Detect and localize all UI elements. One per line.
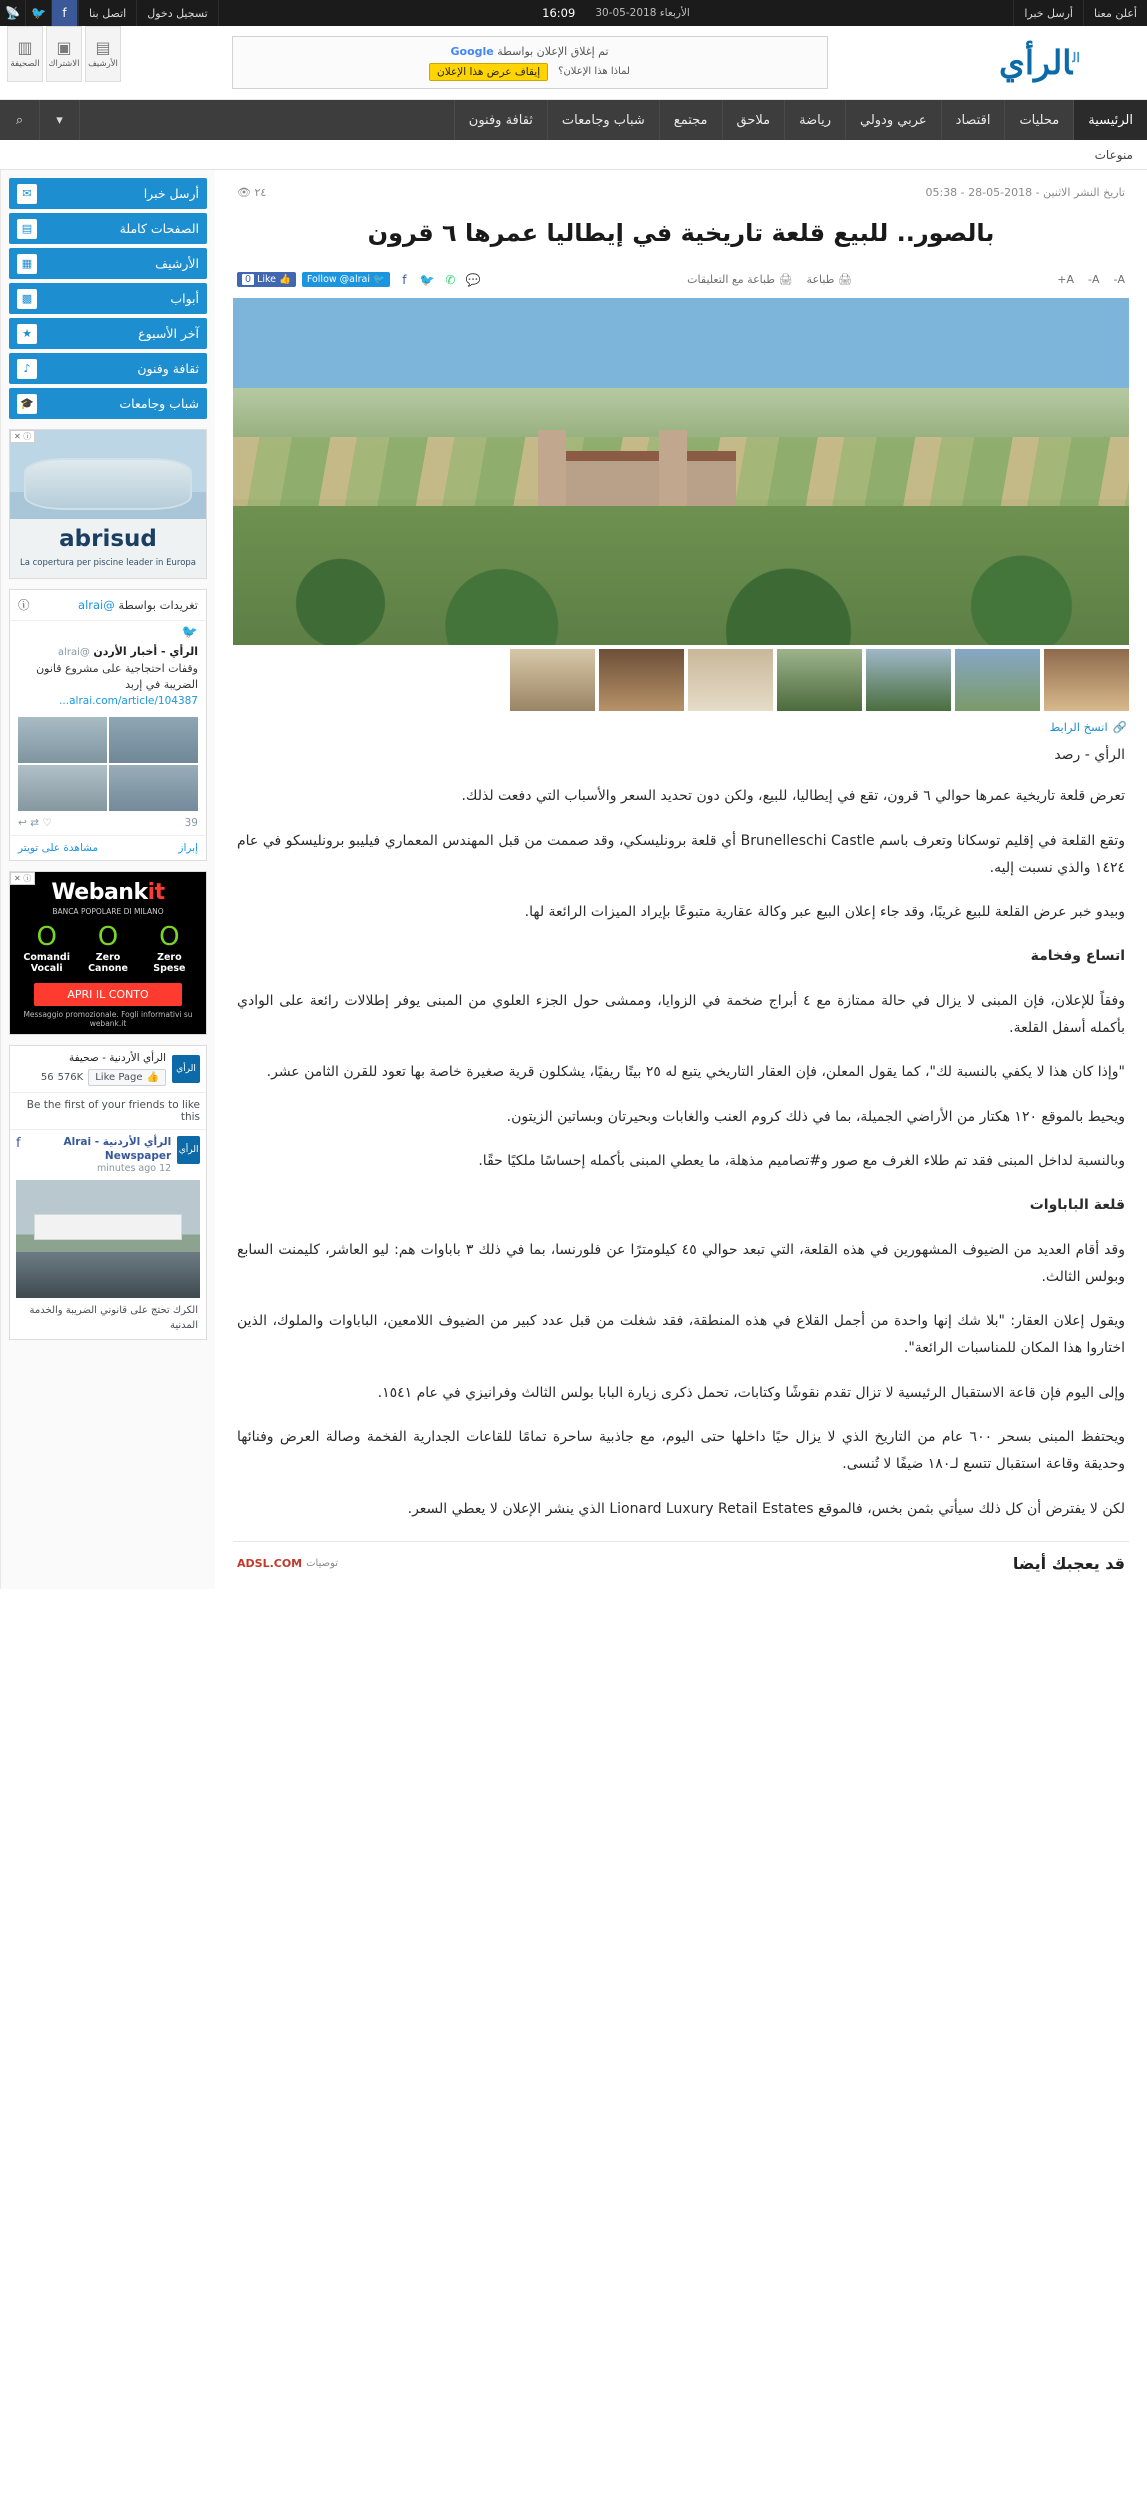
twitter-widget-title: تغريدات bbox=[159, 598, 198, 612]
page-title: بالصور.. للبيع قلعة تاريخية في إيطاليا عمرها ٦ قرون bbox=[367, 219, 995, 247]
webank-subtitle: BANCA POPOLARE DI MILANO bbox=[52, 907, 164, 917]
facebook-like-button[interactable] bbox=[237, 272, 296, 287]
protest-banner-graphic bbox=[34, 1214, 182, 1240]
rss-icon[interactable]: 📡 bbox=[0, 0, 26, 26]
twitter-follow-button[interactable] bbox=[302, 272, 390, 287]
facebook-friends-hint: Be the first of your friends to like this bbox=[10, 1093, 206, 1130]
twitter-widget-header bbox=[10, 590, 206, 621]
article-paragraph: وتقع القلعة في إقليم توسكانا وتعرف باسم Brunelleschi Castle أي قلعة برونليسكي، وقد صممت من قبل المهندس المعماري فيليبو برونليسكو في عام ١٤٢٤ والذي نسبت إليه. bbox=[237, 832, 1125, 876]
page-body bbox=[0, 170, 1147, 1589]
grid-icon: ▩ bbox=[17, 289, 37, 309]
facebook-post-header bbox=[16, 1136, 200, 1174]
also-like-brand[interactable] bbox=[237, 1557, 338, 1570]
archive-icon: ▦ bbox=[17, 254, 37, 274]
gallery-thumb[interactable] bbox=[510, 649, 595, 711]
facebook-page-name[interactable]: الرأي الأردنية - صحيفة bbox=[68, 1052, 166, 1065]
webank-feature bbox=[18, 924, 75, 974]
nav-item-home[interactable]: الرئيسية bbox=[1073, 100, 1147, 140]
nav-item-sports[interactable]: رياضة bbox=[784, 100, 845, 140]
archive-box-label: الأرشيف bbox=[88, 58, 118, 69]
webank-feature-big: O bbox=[97, 922, 119, 953]
stop-ad-button[interactable]: إيقاف عرض هذا الإعلان bbox=[429, 63, 548, 81]
sidebar-item-culture-arts[interactable] bbox=[9, 353, 207, 384]
webank-disclaimer: Messaggio promozionale. Fogli informativi su webank.it bbox=[23, 1010, 193, 1029]
topbar-date: الأربعاء 2018-05-30 bbox=[595, 7, 690, 19]
article-meta bbox=[233, 184, 1129, 205]
article-paragraph: لكن لا يفترض أن كل ذلك سيأتي بثمن بخس، فالموقع Lionard Luxury Retail Estates الذي ينشر الإعلان لا يعطي السعر. bbox=[407, 1500, 1125, 1517]
article-byline: الرأي - رصد bbox=[1054, 747, 1125, 763]
article-column bbox=[215, 170, 1147, 1589]
article-tools-right bbox=[1057, 273, 1125, 286]
copy-link-button[interactable] bbox=[233, 711, 1129, 740]
whatsapp-icon[interactable]: ✆ bbox=[445, 272, 456, 287]
gallery-thumb[interactable] bbox=[955, 649, 1040, 711]
masthead-icon-group bbox=[4, 26, 127, 99]
twitter-view-link[interactable]: مشاهدة على تويتر bbox=[18, 842, 99, 855]
nav-tools bbox=[0, 100, 80, 140]
sidebar-item-full-pages[interactable] bbox=[9, 213, 207, 244]
comment-icon[interactable]: 💬 bbox=[465, 272, 481, 287]
image-gallery-thumbnails bbox=[233, 649, 1129, 711]
info-icon[interactable]: ⓘ bbox=[18, 598, 30, 612]
webank-logo bbox=[16, 880, 200, 905]
webank-feature-line1: Comandi bbox=[23, 952, 70, 964]
tweet-link[interactable]: alrai.com/article/104387... bbox=[59, 694, 198, 707]
facebook-like-page-label: Like Page bbox=[95, 1071, 143, 1083]
article-paragraph: ويحتفظ المبنى بسحر ٦٠٠ عام من التاريخ الذي لا يزال حيًا داخلها حتى اليوم، مع جاذبية ساحرة تمامًا للقاعات الجدارية الفخمة وصالة العرض وفنائها وحديقة وقاعة استقبال تتسع لـ١٨٠ ضيفًا لا تُنسى. bbox=[237, 1429, 1125, 1473]
font-decrease-button[interactable]: A- bbox=[1087, 273, 1100, 286]
sidebar-item-label: شباب وجامعات bbox=[119, 396, 199, 411]
tweet-account-name: الرأي - أخبار الأردن bbox=[93, 645, 198, 658]
thumbs-up-icon: 👍 bbox=[146, 1071, 159, 1083]
webank-feature-big: O bbox=[159, 922, 180, 953]
article-paragraph: ويقول إعلان العقار: "بلا شك إنها واحدة من أجمل القلاع في هذه المنطقة، فقد شغلت من قبل عدد كبير من الضيوف اللامعين، الباباوات والملوك، الذين اختاروا هذا المكان للمناسبات الرائعة". bbox=[237, 1313, 1125, 1357]
twitter-bird-icon: 🐦 bbox=[181, 625, 198, 640]
tweet-like-count[interactable]: 39 bbox=[184, 817, 198, 830]
facebook-page-widget bbox=[9, 1045, 207, 1340]
link-icon: 🔗 bbox=[1112, 720, 1127, 734]
subscribe-box-label: الاشتراك bbox=[48, 58, 80, 69]
facebook-share-icon[interactable]: f bbox=[402, 272, 407, 287]
envelope-icon: ✉ bbox=[17, 184, 37, 204]
pool-graphic bbox=[24, 458, 192, 510]
article-body bbox=[233, 740, 1129, 1523]
why-this-ad-link[interactable]: لماذا هذا الإعلان؟ bbox=[558, 66, 630, 77]
article-toolbar bbox=[233, 267, 1129, 298]
webank-logo-accent: it bbox=[147, 880, 165, 906]
ad-controls bbox=[429, 63, 630, 81]
logo-text: الرأي bbox=[999, 43, 1073, 82]
facebook-followers-count: 56 bbox=[40, 1071, 54, 1083]
thumbs-up-icon: 👍 bbox=[279, 274, 291, 285]
facebook-likes-count: 576K bbox=[57, 1071, 84, 1083]
article-publish-date bbox=[925, 186, 1125, 199]
nav-item-society[interactable]: مجتمع bbox=[659, 100, 722, 140]
also-like-brand-label: توصيات bbox=[306, 1557, 339, 1569]
also-like-section bbox=[233, 1541, 1129, 1589]
article-hero-image[interactable] bbox=[233, 298, 1129, 645]
twitter-icon[interactable]: 🐦 bbox=[26, 0, 52, 26]
webank-logo-text: Webank bbox=[51, 880, 148, 906]
ad-closed-prefix: تم إغلاق الإعلان بواسطة bbox=[497, 44, 609, 58]
tweet-item[interactable] bbox=[10, 640, 206, 717]
tweet-image[interactable] bbox=[109, 765, 198, 811]
facebook-post-author[interactable]: الرأي الأردنية - Alrai Newspaper bbox=[63, 1135, 172, 1162]
facebook-post bbox=[10, 1130, 206, 1339]
webank-feature bbox=[141, 924, 198, 974]
sidebar-item-label: أرسل خبرا bbox=[143, 186, 199, 201]
article-paragraph: وإلى اليوم فإن قاعة الاستقبال الرئيسية لا تزال تقدم نقوشًا وكتابات، تحمل ذكرى زيارة البابا بولس الثالث وفرانيزي في عام ١٥٤١. bbox=[377, 1384, 1125, 1401]
newspaper-icon: ▥ bbox=[17, 37, 33, 57]
nav-item-supplements[interactable]: ملاحق bbox=[722, 100, 785, 140]
tweet-text: وقفات احتجاجية على مشروع قانون الضريبة في إربد bbox=[36, 661, 198, 691]
abrisud-brand: abrisud bbox=[59, 526, 157, 552]
sidebar bbox=[0, 170, 215, 1589]
sidebar-item-weekend[interactable] bbox=[9, 318, 207, 349]
print-with-comments-button[interactable] bbox=[687, 273, 792, 286]
article-views bbox=[237, 186, 266, 199]
breadcrumb-section[interactable]: منوعات bbox=[1094, 147, 1133, 162]
article-subheading: قلعة الباباوات bbox=[1029, 1197, 1125, 1214]
sidebar-item-sections[interactable] bbox=[9, 283, 207, 314]
share-group bbox=[237, 271, 482, 288]
twitter-widget-handle[interactable]: @alrai bbox=[78, 598, 115, 612]
logo-prefix: ال bbox=[1072, 51, 1080, 66]
twitter-share-icon[interactable]: 🐦 bbox=[419, 272, 435, 287]
article-paragraph: وبالنسبة لداخل المبنى فقد تم طلاء الغرف مع صور و#تصاميم مذهلة، ما يعطي المبنى بأكمله إحساسًا ملكيًا حقًا. bbox=[478, 1152, 1125, 1169]
webank-feature bbox=[80, 924, 137, 974]
webank-features bbox=[16, 924, 200, 974]
gallery-thumb[interactable] bbox=[777, 649, 862, 711]
font-decrease-2-button[interactable]: A- bbox=[1113, 273, 1125, 286]
webank-feature-line2: Spese bbox=[153, 963, 186, 975]
gallery-thumb[interactable] bbox=[1044, 649, 1129, 711]
sidebar-item-label: الأرشيف bbox=[155, 256, 199, 271]
article-print-group bbox=[687, 273, 852, 286]
site-logo[interactable] bbox=[932, 26, 1147, 99]
abrisud-tagline: La copertura per piscine leader in Europa bbox=[19, 558, 197, 568]
crowd-graphic bbox=[16, 1252, 200, 1298]
facebook-like-count: 0 bbox=[242, 274, 254, 285]
article-paragraph: وقد أقام العديد من الضيوف المشهورين في هذه القلعة، التي تبعد حوالي ٤٥ كيلومترًا عن فلورنسا، بما في ذلك ٣ باباوات هم: ليو العاشر، كليمنت السابع وبولس الثالث. bbox=[237, 1241, 1125, 1285]
tweet-image[interactable] bbox=[18, 765, 107, 811]
facebook-post-caption: الكرك تحتج على قانوني الضريبة والخدمة المدنية bbox=[29, 1305, 198, 1332]
subscribe-box[interactable] bbox=[46, 26, 82, 82]
ad-closed-text bbox=[451, 45, 609, 58]
topbar-link-send-news[interactable]: أرسل خبرا bbox=[1013, 0, 1083, 26]
avatar: الرأي bbox=[177, 1136, 200, 1164]
facebook-like-label: Like bbox=[257, 274, 277, 285]
archive-box[interactable] bbox=[85, 26, 121, 82]
sidebar-item-label: ثقافة وفنون bbox=[137, 361, 199, 376]
article-paragraph: وبيدو خبر عرض القلعة للبيع غريبًا، وقد جاء إعلان البيع عبر وكالة عقارية متبوعًا بإيراد الميزات الرائعة لها. bbox=[524, 904, 1125, 921]
newspaper-box-label: الصحيفة bbox=[10, 58, 40, 69]
webank-cta-button[interactable]: APRI IL CONTO bbox=[34, 983, 181, 1006]
google-ad-banner bbox=[232, 36, 828, 89]
publish-label: تاريخ النشر bbox=[1074, 186, 1125, 199]
topbar-link-advertise[interactable]: أعلن معنا bbox=[1083, 0, 1147, 26]
tweet-image[interactable] bbox=[109, 717, 198, 763]
facebook-icon[interactable]: f bbox=[16, 1135, 21, 1151]
subscribe-icon: ▣ bbox=[56, 37, 72, 57]
nav-item-youth-universities[interactable]: شباب وجامعات bbox=[547, 100, 659, 140]
twitter-follow-label: Follow @alrai bbox=[306, 274, 371, 285]
topbar-time: 16:09 bbox=[542, 6, 576, 20]
tweet-actions bbox=[10, 811, 206, 835]
facebook-icon[interactable]: f bbox=[52, 0, 78, 26]
nav-item-economy[interactable]: اقتصاد bbox=[941, 100, 1005, 140]
printer-comments-icon: 🖨 bbox=[778, 273, 793, 286]
top-utility-bar bbox=[0, 0, 1147, 26]
music-note-icon: ♪ bbox=[17, 359, 37, 379]
webank-feature-line1: Zero bbox=[157, 952, 182, 964]
ad-info-close-icon[interactable]: ⓘ ✕ bbox=[10, 430, 35, 443]
archive-icon: ▤ bbox=[95, 37, 111, 57]
topbar-social-group bbox=[0, 0, 78, 26]
star-icon: ★ bbox=[17, 324, 37, 344]
topbar-link-contact[interactable]: اتصل بنا bbox=[78, 0, 136, 26]
twitter-embed-link[interactable]: إبراز bbox=[178, 842, 198, 855]
also-like-title: قد يعجبك أيضا bbox=[1012, 1553, 1125, 1573]
webank-feature-line1: Zero bbox=[95, 952, 121, 964]
printer-icon: 🖨 bbox=[837, 273, 852, 286]
sidebar-ad-webank[interactable] bbox=[9, 871, 207, 1035]
masthead bbox=[0, 26, 1147, 100]
tweet-images bbox=[10, 717, 206, 811]
newspaper-box[interactable] bbox=[7, 26, 43, 82]
sidebar-item-archive[interactable] bbox=[9, 248, 207, 279]
topbar-right-group bbox=[1013, 0, 1147, 26]
breadcrumb bbox=[0, 140, 1147, 170]
sidebar-item-label: أبواب bbox=[170, 291, 199, 306]
gallery-thumb[interactable] bbox=[866, 649, 951, 711]
views-count: ٢٤ bbox=[254, 186, 267, 199]
facebook-like-page-button[interactable] bbox=[88, 1069, 166, 1086]
nav-item-local[interactable]: محليات bbox=[1004, 100, 1073, 140]
font-increase-button[interactable]: A+ bbox=[1057, 273, 1074, 286]
twitter-follow-bird-icon: 🐦 bbox=[373, 274, 385, 285]
chevron-down-icon[interactable]: ▾ bbox=[40, 100, 80, 140]
print-label: طباعة bbox=[806, 273, 835, 286]
publish-value: الاثنين - 2018-05-28 - 05:38 bbox=[925, 186, 1071, 199]
tweet-image[interactable] bbox=[18, 717, 107, 763]
article-paragraph: ويحيط بالموقع ١٢٠ هكتار من الأراضي الجميلة، بما في ذلك كروم العنب والغابات وبحيرتان وبساتين الزيتون. bbox=[506, 1108, 1125, 1125]
google-brand: Google bbox=[450, 44, 494, 58]
gallery-thumb[interactable] bbox=[599, 649, 684, 711]
topbar-link-login[interactable]: تسجيل دخول bbox=[136, 0, 219, 26]
hero-trees bbox=[233, 506, 1129, 645]
eye-icon: 👁 bbox=[237, 186, 251, 199]
twitter-widget bbox=[9, 589, 207, 861]
main-navigation bbox=[0, 100, 1147, 140]
masthead-ad-slot bbox=[127, 36, 932, 89]
ad-info-close-icon[interactable]: ⓘ ✕ bbox=[10, 872, 35, 885]
webank-feature-line2: Canone bbox=[88, 963, 128, 975]
tweet-action-icons[interactable]: ♡ ⇄ ↩ bbox=[18, 817, 52, 830]
pages-icon: ▤ bbox=[17, 219, 37, 239]
avatar: الرأي bbox=[172, 1055, 200, 1083]
tweet-account-handle: @alrai bbox=[57, 647, 90, 658]
graduation-cap-icon: 🎓 bbox=[17, 394, 37, 414]
sidebar-item-label: الصفحات كاملة bbox=[119, 221, 199, 236]
twitter-widget-title-group bbox=[78, 598, 198, 612]
print-button[interactable] bbox=[807, 273, 852, 286]
nav-item-arab-international[interactable]: عربي ودولي bbox=[845, 100, 941, 140]
webank-feature-line2: Vocali bbox=[30, 963, 63, 975]
article-paragraph: "وإذا كان هذا لا يكفي بالنسبة لك"، كما يقول المعلن، فإن العقار التاريخي يتبع له ٢٥ بيتًا ريفيًا، يشكلون قرية صغيرة خاصة بها تعود للقرن الثامن عشر. bbox=[266, 1064, 1125, 1081]
nav-item-culture-arts[interactable]: ثقافة وفنون bbox=[454, 100, 547, 140]
sidebar-item-label: آخر الأسبوع bbox=[138, 326, 199, 341]
facebook-widget-header bbox=[10, 1046, 206, 1093]
article-paragraph: وفقاً للإعلان، فإن المبنى لا يزال في حالة ممتازة مع ٤ أبراج ضخمة في الزوايا، وممشى حول الجزء العلوي من المبنى يوفر إطلالات رائعة على الوادي بأكمله أسفل القلعة. bbox=[237, 992, 1125, 1037]
webank-ad-art bbox=[10, 872, 206, 1034]
sidebar-ad-abrisud[interactable] bbox=[9, 429, 207, 579]
twitter-widget-by: بواسطة bbox=[118, 598, 156, 612]
print-with-comments-label: طباعة مع التعليقات bbox=[687, 273, 776, 286]
twitter-widget-footer bbox=[10, 835, 206, 860]
sidebar-item-send-news[interactable] bbox=[9, 178, 207, 209]
also-like-brand-name: ADSL.COM bbox=[237, 1556, 303, 1570]
copy-link-label: انسخ الرابط bbox=[1049, 720, 1108, 734]
facebook-post-photo[interactable] bbox=[16, 1180, 200, 1298]
facebook-like-counts bbox=[41, 1072, 83, 1083]
webank-feature-big: O bbox=[36, 922, 57, 953]
abrisud-ad-art bbox=[10, 430, 206, 578]
gallery-thumb[interactable] bbox=[688, 649, 773, 711]
topbar-datetime bbox=[219, 6, 1014, 20]
search-icon[interactable]: ⌕ bbox=[0, 100, 40, 140]
sidebar-item-youth-universities[interactable] bbox=[9, 388, 207, 419]
article-subheading: اتساع وفخامة bbox=[1030, 948, 1125, 965]
topbar-left-group bbox=[0, 0, 219, 26]
facebook-post-time: 12 minutes ago bbox=[96, 1163, 172, 1175]
article-paragraph: تعرض قلعة تاريخية عمرها حوالي ٦ قرون، تقع في إيطاليا، للبيع، ولكن دون تحديد السعر والأسباب التي دفعت لذلك. bbox=[461, 788, 1125, 805]
